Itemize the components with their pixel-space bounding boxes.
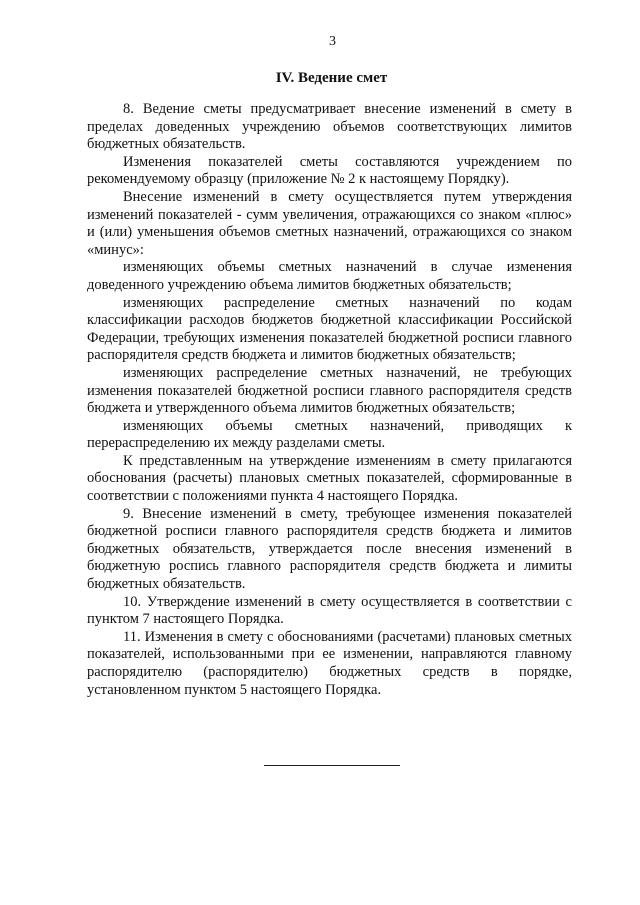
paragraph: 9. Внесение изменений в смету, требующее изменения показателей бюджетной росписи главного распорядителя средств бюджета и лимитов бюджетных обязательств, утверждается после внесения изменений в бюджетную роспись главного распорядителя средств бюджета и лимиты бюджетных обязательств. [87,505,572,593]
paragraph: Изменения показателей сметы составляются учреждением по рекомендуемому образцу (приложение № 2 к настоящему Порядку). [87,153,572,188]
paragraph: изменяющих объемы сметных назначений в случае изменения доведенного учреждению объема лимитов бюджетных обязательств; [87,259,572,293]
paragraph: изменяющих распределение сметных назначений, не требующих изменения показателей бюджетной росписи главного распорядителя средств бюджета и утвержденного объема лимитов бюджетных обязательств; [87,364,572,417]
page-number: 3 [329,34,336,49]
paragraph: 8. Ведение сметы предусматривает внесение изменений в смету в пределах доведенных учреждению объемов соответствующих лимитов бюджетных обязательств. [87,101,572,153]
end-divider-line [264,765,400,766]
paragraph: изменяющих распределение сметных назначений по кодам классификации расходов бюджетов бюджетной классификации Российской Федерации, требующих изменения показателей бюджетной росписи главного распорядителя средств бюджета и лимитов бюджетных обязательств; [87,294,572,364]
paragraph: Внесение изменений в смету осуществляется путем утверждения изменений показателей - сумм увеличения, отражающихся со знаком «плюс» и (или) уменьшения объемов сметных назначений, отражающихся со знаком «минус»: [87,188,572,258]
section-body [87,101,572,699]
paragraph: К представленным на утверждение изменениям в смету прилагаются обоснования (расчеты) плановых сметных показателей, сформированные в соответствии с положениями пункта 4 настоящего Порядка. [87,452,572,505]
paragraph: изменяющих объемы сметных назначений, приводящих к перераспределению их между разделами сметы. [87,417,572,452]
paragraph: 11. Изменения в смету с обоснованиями (расчетами) плановых сметных показателей, использованными при ее изменении, направляются главному распорядителю (распорядителю) бюджетных средств в порядке, установленном пунктом 5 настоящего Порядка. [87,628,572,698]
paragraph: 10. Утверждение изменений в смету осуществляется в соответствии с пунктом 7 настоящего Порядка. [87,593,572,628]
section-title: IV. Ведение смет [275,70,388,86]
